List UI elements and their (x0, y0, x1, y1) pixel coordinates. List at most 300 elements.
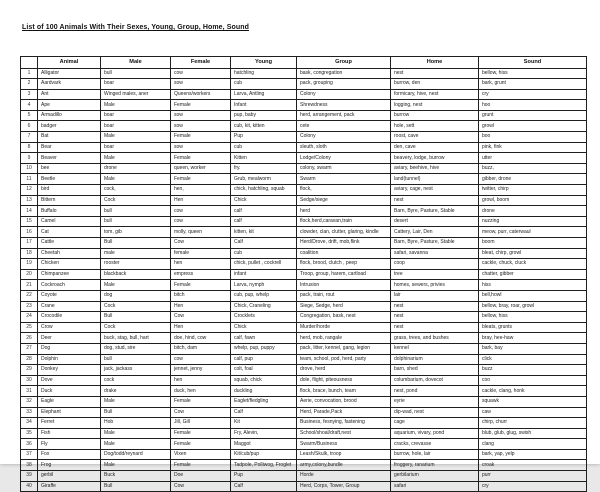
cell-home: Barn, Byre, Pasture, Stable (391, 238, 479, 249)
table-row (21, 132, 587, 143)
table-row (21, 153, 587, 164)
cell-male: drake (101, 386, 171, 397)
cell-home: roost, cave (391, 132, 479, 143)
cell-female: Hen (171, 301, 231, 312)
cell-animal: badger (38, 121, 101, 132)
cell-male: cock (101, 375, 171, 386)
cell-male: buck, stag, bull, hart (101, 333, 171, 344)
cell-sound: utter (479, 153, 587, 164)
cell-animal: Fox (38, 449, 101, 460)
row-number: 13 (21, 195, 38, 206)
row-number: 11 (21, 174, 38, 185)
table-row (21, 68, 587, 79)
header-row (21, 57, 587, 69)
cell-male: jack, jackass (101, 365, 171, 376)
row-number: 34 (21, 418, 38, 429)
cell-animal: Armadillo (38, 110, 101, 121)
cell-animal: Giraffe (38, 481, 101, 492)
row-number: 4 (21, 100, 38, 111)
cell-female: Female (171, 396, 231, 407)
cell-home: logging, nest (391, 100, 479, 111)
table-row (21, 216, 587, 227)
row-number: 33 (21, 407, 38, 418)
cell-animal: Frog (38, 460, 101, 471)
cell-sound: bellow, bray, roar, growl (479, 301, 587, 312)
column-header-male: Male (101, 57, 171, 69)
cell-young: Infant (231, 100, 297, 111)
cell-female: Cow (171, 481, 231, 492)
cell-female: Doe (171, 471, 231, 482)
cell-group: Business, fesnying, fastening (297, 418, 391, 429)
row-number: 36 (21, 439, 38, 450)
cell-young: Calf (231, 238, 297, 249)
row-number: 2 (21, 79, 38, 90)
table-row (21, 343, 587, 354)
row-number: 38 (21, 460, 38, 471)
cell-group: herd (297, 206, 391, 217)
cell-male: Male (101, 280, 171, 291)
cell-group: team, school, pod, herd, party (297, 354, 391, 365)
cell-male: Cock (101, 322, 171, 333)
table-row (21, 471, 587, 482)
cell-home: columbarium, dovecot (391, 375, 479, 386)
animals-table (20, 56, 587, 492)
cell-female: Female (171, 439, 231, 450)
table-row (21, 481, 587, 492)
cell-male: bull (101, 216, 171, 227)
cell-home: nest (391, 312, 479, 323)
cell-sound: purr (479, 471, 587, 482)
cell-young: Eaglet/fledgling (231, 396, 297, 407)
table-row (21, 460, 587, 471)
cell-female: sow (171, 79, 231, 90)
cell-male: male (101, 248, 171, 259)
cell-young: chick, pullet , cockrell (231, 259, 297, 270)
table-row (21, 312, 587, 323)
cell-home: lair (391, 290, 479, 301)
cell-male: boar (101, 121, 171, 132)
cell-male: bull (101, 68, 171, 79)
cell-group: herd, mob, rangale (297, 333, 391, 344)
cell-group: flock,herd,caravan,train (297, 216, 391, 227)
table-row (21, 269, 587, 280)
cell-male: Bull (101, 481, 171, 492)
cell-sound: blub, glub, glug, swish (479, 428, 587, 439)
cell-female: Female (171, 428, 231, 439)
cell-sound: chatter, gibber (479, 269, 587, 280)
table-row (21, 439, 587, 450)
cell-group: dole, flight, piteousness (297, 375, 391, 386)
cell-young: cub (231, 248, 297, 259)
cell-home: burrow, hole, lair (391, 449, 479, 460)
table-row (21, 142, 587, 153)
cell-animal: Dolphin (38, 354, 101, 365)
cell-group: Swarm/Business (297, 439, 391, 450)
table-row (21, 185, 587, 196)
cell-sound: cackle, chuck, cluck (479, 259, 587, 270)
cell-male: Bull (101, 312, 171, 323)
table-row (21, 280, 587, 291)
cell-female: cow (171, 206, 231, 217)
cell-group: Shrewdness (297, 100, 391, 111)
cell-animal: Beaver (38, 153, 101, 164)
column-header-group: Group (297, 57, 391, 69)
cell-home: beavery, lodge, burrow (391, 153, 479, 164)
cell-animal: Ferret (38, 418, 101, 429)
cell-sound: bark, yap, yelp (479, 449, 587, 460)
cell-home: land(tunnel) (391, 174, 479, 185)
cell-young: cub (231, 79, 297, 90)
cell-male: Buck (101, 471, 171, 482)
table-row (21, 79, 587, 90)
cell-male: Winged males, aner (101, 89, 171, 100)
cell-animal: bee (38, 163, 101, 174)
cell-female: queen, worker (171, 163, 231, 174)
cell-home: burrow (391, 110, 479, 121)
cell-animal: Chimpanzee (38, 269, 101, 280)
cell-home: aviary, cage, nest (391, 185, 479, 196)
cell-male: dog, stud, sire (101, 343, 171, 354)
cell-male: Male (101, 174, 171, 185)
cell-home: froggery, ranarium (391, 460, 479, 471)
cell-young: duckling (231, 386, 297, 397)
column-header-animal: Animal (38, 57, 101, 69)
cell-group: Intrusion (297, 280, 391, 291)
cell-female: Female (171, 153, 231, 164)
cell-home: formicary, hive, nest (391, 89, 479, 100)
cell-animal: Elephant (38, 407, 101, 418)
table-row (21, 322, 587, 333)
cell-animal: Dog (38, 343, 101, 354)
cell-young: Grub, mealworm (231, 174, 297, 185)
cell-sound: bleat, chirp, growl (479, 248, 587, 259)
cell-sound: twitter, chirp (479, 185, 587, 196)
table-row (21, 418, 587, 429)
cell-female: Hen (171, 322, 231, 333)
table-row (21, 290, 587, 301)
cell-female: doe, hind, cow (171, 333, 231, 344)
cell-animal: Alligator (38, 68, 101, 79)
cell-female: Jill, Gill (171, 418, 231, 429)
cell-female: Female (171, 280, 231, 291)
table-row (21, 195, 587, 206)
cell-young: Larva, nymph (231, 280, 297, 291)
cell-young: Kit (231, 418, 297, 429)
cell-male: dog (101, 290, 171, 301)
cell-sound: coo (479, 375, 587, 386)
cell-young: calf (231, 206, 297, 217)
cell-female: hen (171, 375, 231, 386)
cell-group: pack, grouping (297, 79, 391, 90)
cell-female: Female (171, 174, 231, 185)
cell-young: kitten, kit (231, 227, 297, 238)
table-row (21, 248, 587, 259)
cell-animal: Ape (38, 100, 101, 111)
table-row (21, 238, 587, 249)
cell-female: molly, queen (171, 227, 231, 238)
row-number: 8 (21, 142, 38, 153)
cell-animal: Chicken (38, 259, 101, 270)
cell-young: pup, baby (231, 110, 297, 121)
column-header-female: Female (171, 57, 231, 69)
cell-home: nest (391, 68, 479, 79)
cell-young: cub (231, 142, 297, 153)
cell-sound: grunt (479, 110, 587, 121)
cell-animal: Dove (38, 375, 101, 386)
cell-animal: Duck (38, 386, 101, 397)
row-number: 29 (21, 365, 38, 376)
cell-sound: buzz (479, 365, 587, 376)
row-number: 39 (21, 471, 38, 482)
row-number: 24 (21, 312, 38, 323)
cell-male: bull (101, 206, 171, 217)
cell-female: sow (171, 110, 231, 121)
cell-sound: bark, bay (479, 343, 587, 354)
cell-sound: croak (479, 460, 587, 471)
cell-male: bull (101, 354, 171, 365)
table-row (21, 206, 587, 217)
cell-sound: hoo (479, 100, 587, 111)
cell-group: pack, litter, kennel, gang, legion (297, 343, 391, 354)
table-row (21, 428, 587, 439)
cell-animal: bird (38, 185, 101, 196)
cell-young: cub, pup, whelp (231, 290, 297, 301)
cell-home: Barn, Byre, Pasture, Stable (391, 206, 479, 217)
table-row (21, 121, 587, 132)
cell-female: cow (171, 354, 231, 365)
table-body (21, 68, 587, 492)
cell-animal: gerbil (38, 471, 101, 482)
cell-home: homes, sewers, privies (391, 280, 479, 291)
cell-sound: meow, purr, caterwaul (479, 227, 587, 238)
cell-female: jennet, jenny (171, 365, 231, 376)
cell-young: infant (231, 269, 297, 280)
cell-young: chick, hatchling, squab (231, 185, 297, 196)
page-title: List of 100 Animals With Their Sexes, Young, Group, Home, Sound (22, 24, 250, 31)
table-row (21, 386, 587, 397)
cell-group: herd, arrangement, pack (297, 110, 391, 121)
cell-young: Calf (231, 407, 297, 418)
row-number: 12 (21, 185, 38, 196)
cell-male: Male (101, 428, 171, 439)
cell-young: Maggot (231, 439, 297, 450)
cell-home: hole, sett (391, 121, 479, 132)
row-number: 1 (21, 68, 38, 79)
cell-home: aquarium, vivary, pond (391, 428, 479, 439)
cell-female: hen (171, 259, 231, 270)
cell-male: Cock (101, 301, 171, 312)
row-number: 26 (21, 333, 38, 344)
cell-female: Female (171, 132, 231, 143)
cell-male: Cock (101, 195, 171, 206)
cell-young: squab, chick (231, 375, 297, 386)
cell-group: flock, brace, bunch, team (297, 386, 391, 397)
cell-animal: Donkey (38, 365, 101, 376)
row-number: 19 (21, 259, 38, 270)
cell-sound: buzz, (479, 163, 587, 174)
row-number: 22 (21, 290, 38, 301)
cell-young: Chick (231, 322, 297, 333)
cell-sound: pink, fink (479, 142, 587, 153)
cell-male: Male (101, 439, 171, 450)
cell-female: sow (171, 121, 231, 132)
cell-young: Kit/cub/pup (231, 449, 297, 460)
row-number: 7 (21, 132, 38, 143)
cell-sound: cackle, clang, honk (479, 386, 587, 397)
cell-animal: Deer (38, 333, 101, 344)
cell-group: Troop, group, harem, cartload (297, 269, 391, 280)
column-header-sound: Sound (479, 57, 587, 69)
cell-group: cete (297, 121, 391, 132)
cell-animal: Eagle (38, 396, 101, 407)
cell-male: Male (101, 100, 171, 111)
row-number: 21 (21, 280, 38, 291)
row-number: 16 (21, 227, 38, 238)
cell-home: cracks, crevasse (391, 439, 479, 450)
cell-male: rooster (101, 259, 171, 270)
cell-sound: gibber, drone (479, 174, 587, 185)
cell-female: Female (171, 100, 231, 111)
cell-male: Dog/todd/reynard (101, 449, 171, 460)
cell-group: Herd, Parade,Pack (297, 407, 391, 418)
row-number: 31 (21, 386, 38, 397)
cell-animal: Cheetah (38, 248, 101, 259)
cell-animal: Buffalo (38, 206, 101, 217)
row-number: 3 (21, 89, 38, 100)
cell-home: grass, trees, and bushes (391, 333, 479, 344)
cell-female: Cow (171, 407, 231, 418)
table-row (21, 407, 587, 418)
row-number: 9 (21, 153, 38, 164)
cell-sound: hiss (479, 280, 587, 291)
cell-group: Sedge/siege (297, 195, 391, 206)
cell-male: Male (101, 460, 171, 471)
cell-young: calf (231, 216, 297, 227)
cell-young: Pup (231, 132, 297, 143)
cell-animal: Beetle (38, 174, 101, 185)
cell-young: Fry, Alevin, (231, 428, 297, 439)
cell-sound: bellow, hiss (479, 68, 587, 79)
cell-male: Male (101, 153, 171, 164)
cell-home: nest (391, 322, 479, 333)
cell-female: empress (171, 269, 231, 280)
cell-sound: nuzzing (479, 216, 587, 227)
cell-animal: Aardvark (38, 79, 101, 90)
row-number: 32 (21, 396, 38, 407)
table-row (21, 449, 587, 460)
cell-sound: growl, boom (479, 195, 587, 206)
cell-sound: cry (479, 481, 587, 492)
table-row (21, 354, 587, 365)
cell-home: gerbilarium (391, 471, 479, 482)
cell-male: blackback (101, 269, 171, 280)
cell-female: Hen (171, 195, 231, 206)
cell-female: sow (171, 142, 231, 153)
cell-group: Siege, Sedge, herd (297, 301, 391, 312)
cell-young: Calf (231, 481, 297, 492)
cell-sound: click (479, 354, 587, 365)
cell-group: clowder, clan, clutter, glaring, kindle (297, 227, 391, 238)
cell-animal: Fish (38, 428, 101, 439)
cell-group: Aerie, convocation, brood (297, 396, 391, 407)
table-header (21, 57, 587, 69)
cell-animal: Coyote (38, 290, 101, 301)
cell-animal: Camel (38, 216, 101, 227)
row-number: 17 (21, 238, 38, 249)
cell-young: Crocklets (231, 312, 297, 323)
cell-home: Cattery, Lair, Den (391, 227, 479, 238)
cell-female: Queens/workers (171, 89, 231, 100)
cell-group: coalition (297, 248, 391, 259)
row-number: 14 (21, 206, 38, 217)
cell-male: boar (101, 79, 171, 90)
cell-male: Bull (101, 407, 171, 418)
table-row (21, 110, 587, 121)
table-row (21, 333, 587, 344)
column-header-home: Home (391, 57, 479, 69)
cell-male: cock, (101, 185, 171, 196)
cell-home: dip-wad, nest (391, 407, 479, 418)
cell-home: coop (391, 259, 479, 270)
table-row (21, 259, 587, 270)
cell-young: calf, pup (231, 354, 297, 365)
cell-female: cow (171, 216, 231, 227)
row-number: 27 (21, 343, 38, 354)
cell-animal: Crocodile (38, 312, 101, 323)
cell-young: colt, foal (231, 365, 297, 376)
cell-home: safari (391, 481, 479, 492)
cell-animal: Cat (38, 227, 101, 238)
cell-animal: Ant (38, 89, 101, 100)
cell-female: Vixen (171, 449, 231, 460)
row-number: 18 (21, 248, 38, 259)
cell-male: boar (101, 110, 171, 121)
cell-group: Congregation, bask, nest (297, 312, 391, 323)
cell-home: eyrie (391, 396, 479, 407)
cell-sound: squawk (479, 396, 587, 407)
cell-home: cage (391, 418, 479, 429)
cell-group: Lodge/Colony (297, 153, 391, 164)
cell-sound: caw (479, 407, 587, 418)
cell-animal: Crow (38, 322, 101, 333)
column-header-young: Young (231, 57, 297, 69)
cell-home: tree (391, 269, 479, 280)
row-number: 28 (21, 354, 38, 365)
row-number: 25 (21, 322, 38, 333)
cell-sound: chirp, churr (479, 418, 587, 429)
cell-sound: bray, hee-haw (479, 333, 587, 344)
cell-home: den, cave (391, 142, 479, 153)
row-number: 15 (21, 216, 38, 227)
cell-home: desert (391, 216, 479, 227)
cell-home: burrow, den (391, 79, 479, 90)
cell-home: dolphinarium (391, 354, 479, 365)
cell-young: cub, kit, kitten (231, 121, 297, 132)
cell-sound: boom (479, 238, 587, 249)
table-row (21, 375, 587, 386)
cell-sound: growl (479, 121, 587, 132)
cell-group: Horde (297, 471, 391, 482)
table-row (21, 163, 587, 174)
cell-young: Chick (231, 195, 297, 206)
cell-male: drone (101, 163, 171, 174)
cell-sound: bellow, hiss (479, 312, 587, 323)
table-row (21, 301, 587, 312)
cell-young: Tadpole, Polliwog, Froglet (231, 460, 297, 471)
table-row (21, 396, 587, 407)
cell-young: whelp, pup, puppy (231, 343, 297, 354)
table-row (21, 365, 587, 376)
